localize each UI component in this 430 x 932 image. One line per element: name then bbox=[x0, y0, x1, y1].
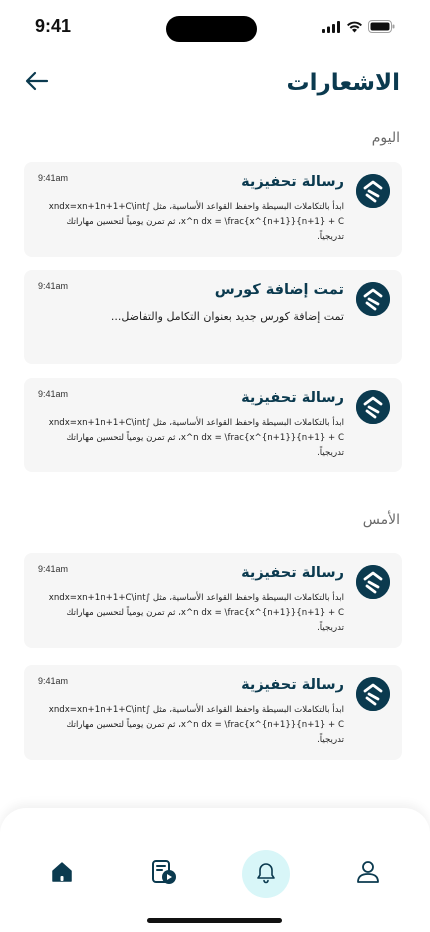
home-indicator bbox=[147, 918, 282, 923]
notification-card[interactable] bbox=[24, 378, 402, 472]
battery-icon bbox=[368, 18, 395, 37]
notification-card[interactable] bbox=[24, 270, 402, 364]
section-label-today: اليوم bbox=[371, 130, 400, 146]
section-label-yesterday: الأمس bbox=[362, 512, 400, 528]
brand-logo-icon bbox=[356, 282, 390, 316]
bottom-nav bbox=[0, 808, 430, 932]
notification-time: 9:41am bbox=[38, 564, 69, 574]
brand-logo-icon bbox=[356, 390, 390, 424]
notification-time: 9:41am bbox=[38, 676, 69, 686]
nav-courses[interactable] bbox=[140, 850, 188, 898]
notification-body: ابدأ بالتكاملات البسيطة واحفظ القواعد الأساسية، مثل ∫xndx=xn+1n+1+C\int x^n dx = \frac{x^{n+1}}{n+1} + C، ثم تمرن يومياً لتحسين مهاراتك تدريجياً. bbox=[48, 593, 344, 633]
brand-logo-icon bbox=[356, 677, 390, 711]
bell-icon bbox=[254, 860, 278, 888]
back-button[interactable] bbox=[22, 68, 52, 98]
notification-title: رسالة تحفيزية bbox=[241, 174, 344, 190]
wifi-icon bbox=[346, 18, 363, 37]
home-icon bbox=[50, 860, 74, 888]
signal-icon bbox=[322, 18, 341, 37]
status-time: 9:41 bbox=[35, 16, 72, 36]
notification-body: تمت إضافة كورس جديد بعنوان التكامل والتفاضل... bbox=[110, 310, 344, 323]
nav-profile[interactable] bbox=[344, 850, 392, 898]
notification-card[interactable] bbox=[24, 162, 402, 257]
notification-card[interactable] bbox=[24, 665, 402, 760]
notification-body: ابدأ بالتكاملات البسيطة واحفظ القواعد الأساسية، مثل ∫xndx=xn+1n+1+C\int x^n dx = \frac{x^{n+1}}{n+1} + C، ثم تمرن يومياً لتحسين مهاراتك تدريجياً. bbox=[48, 705, 344, 745]
dynamic-island bbox=[166, 16, 257, 42]
status-icons bbox=[322, 18, 395, 37]
status-bar bbox=[0, 0, 430, 54]
header bbox=[0, 60, 430, 112]
notification-title: رسالة تحفيزية bbox=[241, 565, 344, 581]
arrow-left-icon bbox=[25, 71, 49, 95]
notification-title: تمت إضافة كورس bbox=[214, 282, 344, 298]
nav-notifications[interactable] bbox=[242, 850, 290, 898]
profile-icon bbox=[355, 859, 381, 889]
brand-logo-icon bbox=[356, 174, 390, 208]
video-library-icon bbox=[150, 858, 178, 890]
notification-title: رسالة تحفيزية bbox=[241, 390, 344, 406]
notification-body: ابدأ بالتكاملات البسيطة واحفظ القواعد الأساسية، مثل ∫xndx=xn+1n+1+C\int x^n dx = \frac{x^{n+1}}{n+1} + C، ثم تمرن يومياً لتحسين مهاراتك تدريجياً. bbox=[48, 202, 344, 242]
notification-card[interactable] bbox=[24, 553, 402, 648]
brand-logo-icon bbox=[356, 565, 390, 599]
nav-home[interactable] bbox=[38, 850, 86, 898]
notification-title: رسالة تحفيزية bbox=[241, 677, 344, 693]
notification-body: ابدأ بالتكاملات البسيطة واحفظ القواعد الأساسية، مثل ∫xndx=xn+1n+1+C\int x^n dx = \frac{x^{n+1}}{n+1} + C، ثم تمرن يومياً لتحسين مهاراتك تدريجياً. bbox=[48, 418, 344, 458]
notification-time: 9:41am bbox=[38, 281, 69, 291]
notification-time: 9:41am bbox=[38, 389, 69, 399]
page-title: الاشعارات bbox=[286, 70, 400, 96]
notification-time: 9:41am bbox=[38, 173, 69, 183]
